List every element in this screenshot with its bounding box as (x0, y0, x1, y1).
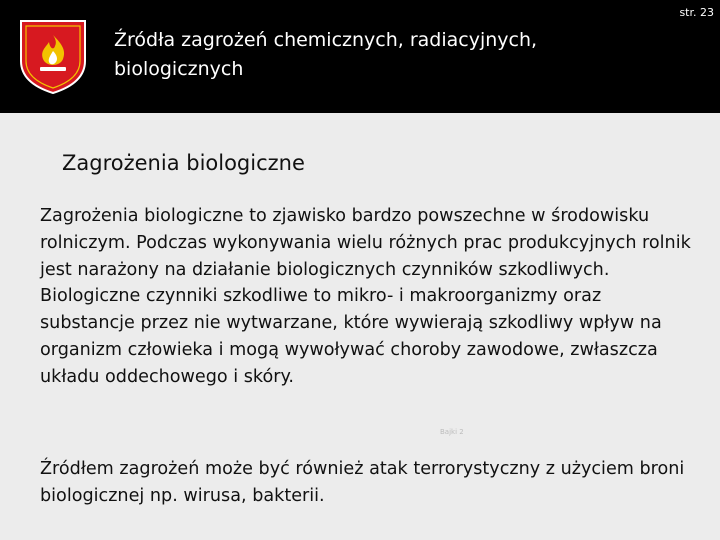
body-text (40, 203, 696, 391)
paragraph-1: Zagrożenia biologiczne to zjawisko bardzo powszechne w środowisku rolniczym. Podczas wykonywania wielu różnych prac produkcyjnych rolnik jest narażony na działanie biologicznych czynników szkodliwych. (40, 206, 691, 280)
slide-title: Źródła zagrożeń chemicznych, radiacyjnych, biologicznych (114, 29, 538, 80)
page-number: str. 23 (679, 6, 714, 19)
slide-header (0, 0, 720, 113)
section-heading: Zagrożenia biologiczne (62, 151, 305, 175)
watermark-text: Bajki 2 (440, 428, 464, 436)
fire-brigade-logo (18, 17, 88, 95)
paragraph-2: Biologiczne czynniki szkodliwe to mikro- i makroorganizmy oraz substancje przez nie wytwarzane, które wywierają szkodliwy wpływ na organizm człowieka i mogą wywoływać choroby zawodowe, zwłaszcza układu oddechowego i skóry. (40, 286, 662, 387)
paragraph-3: Źródłem zagrożeń może być również atak terrorystyczny z użyciem broni biologicznej np. wirusa, bakterii. (40, 459, 685, 506)
